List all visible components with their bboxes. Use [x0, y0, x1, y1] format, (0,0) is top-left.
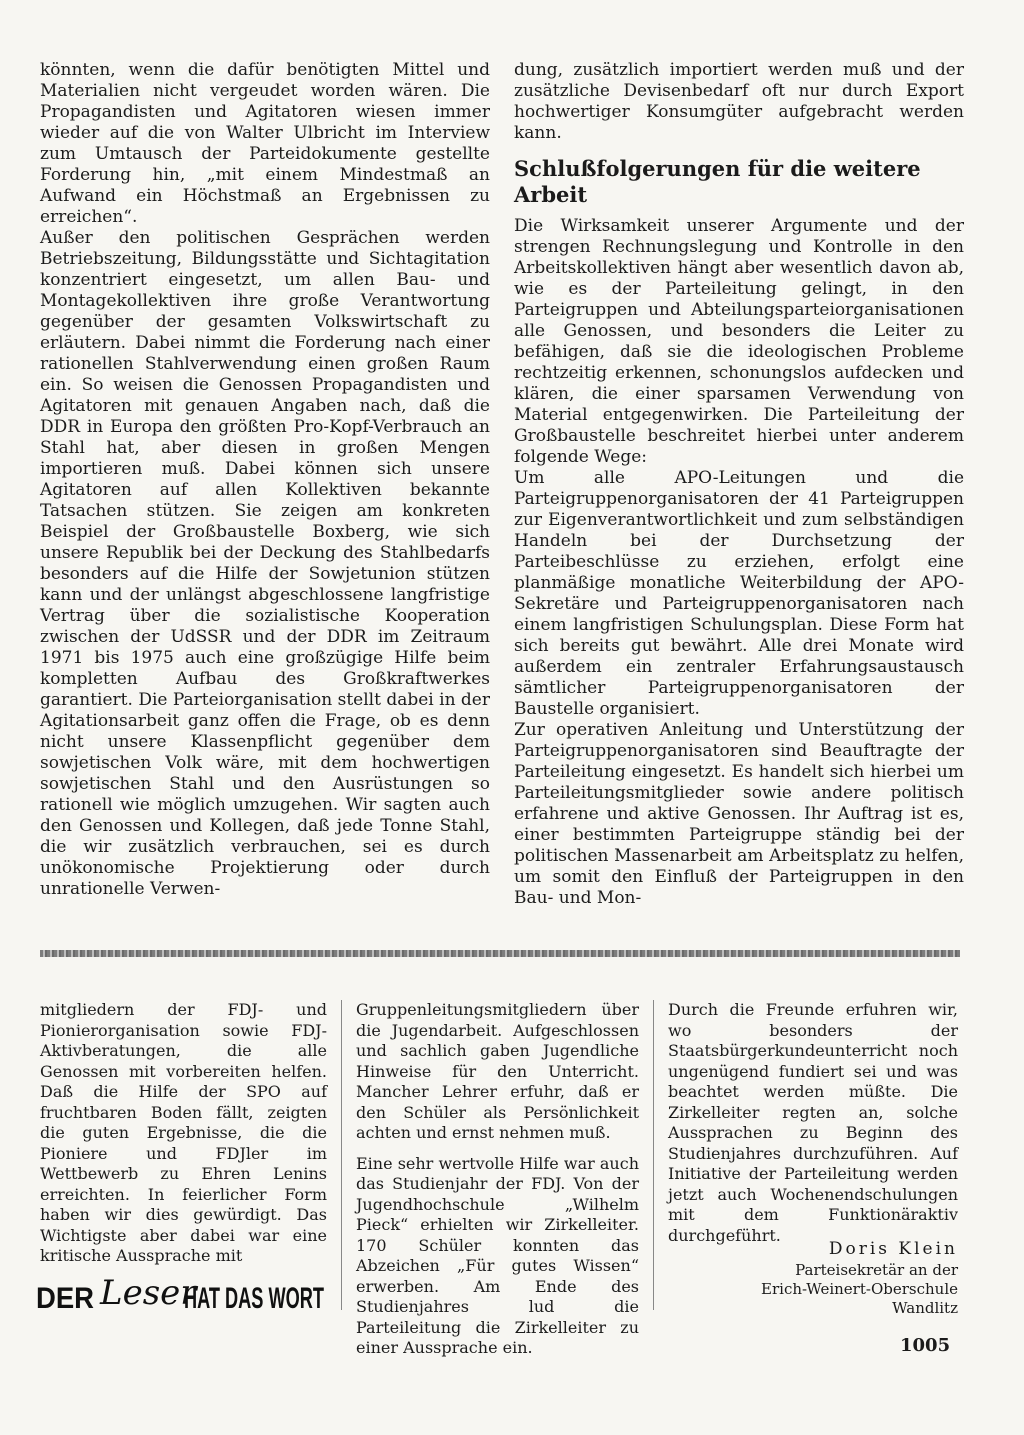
bottom-column-3 [668, 1000, 958, 1246]
masthead-leser: Leser [100, 1273, 197, 1313]
masthead-logo [36, 1270, 326, 1318]
top-left-column [40, 60, 490, 900]
masthead-hat-das-wort: HAT DAS WORT [184, 1282, 324, 1315]
paragraph: Um alle APO-Leitungen und die Parteigruppenorganisatoren der 41 Parteigruppen zur Eigenverantwortlichkeit und zum selbständigen Handeln bei der Durchsetzung der Parteibeschlüsse zu erziehen, erfolgt eine planmäßige monatliche Weiterbildung der APO-Sekretäre und Parteigruppenorganisatoren nach einem langfristigen Schulungsplan. Diese Form hat sich bereits gut bewährt. Alle drei Monate wird außerdem ein zentraler Erfahrungsaustausch sämtlicher Parteigruppenorganisatoren der Baustelle organisiert. [514, 468, 964, 719]
page-number: 1005 [900, 1335, 951, 1356]
paragraph: Die Wirksamkeit unserer Argumente und der strengen Rechnungslegung und Kontrolle in den Arbeitskollektiven hängt aber wesentlich davon ab, wie es der Parteileitung gelingt, in den Parteigruppen und Abteilungsparteiorganisationen alle Genossen, und besonders die Leiter zu befähigen, daß sie die ideologischen Probleme rechtzeitig erkennen, schonungslos aufdecken und klären, die einer sparsamen Verwendung von Material entgegenwirken. Die Parteileitung der Großbaustelle beschreitet hierbei unter anderem folgende Wege: [514, 216, 964, 467]
paragraph: Zur operativen Anleitung und Unterstützung der Parteigruppenorganisatoren sind Beauftragte der Parteileitung eingesetzt. Es handelt sich hierbei um Parteileitungsmitglieder sowie andere politisch erfahrene und aktive Genossen. Ihr Auftrag ist es, einer bestimmten Parteigruppe ständig bei der politischen Massenarbeit am Arbeitsplatz zu helfen, um somit den Einfluß der Parteigruppen in den Bau- und Mon- [514, 720, 964, 908]
author-signature [668, 1240, 958, 1318]
masthead-svg [36, 1270, 326, 1318]
author-name: Doris Klein [828, 1239, 958, 1259]
paragraph: mitgliedern der FDJ- und Pionierorganisation sowie FDJ-Aktivberatungen, die alle Genossen mit vorbereiten helfen. Daß die Hilfe der SPO auf fruchtbaren Boden fällt, zeigten die guten Ergebnisse, die die Pioniere und FDJler im Wettbewerb zu Ehren Lenins erreichten. In feierlicher Form haben wir dies gewürdigt. Das Wichtigste aber dabei war eine kritische Aussprache mit [40, 1000, 327, 1265]
bottom-column-2 [356, 1000, 639, 1359]
column-rule [653, 1000, 654, 1310]
top-right-column [514, 60, 964, 909]
section-heading: Schlußfolgerungen für die weitere Arbeit [514, 156, 921, 207]
paragraph: Eine sehr wertvolle Hilfe war auch das Studienjahr der FDJ. Von der Jugendhochschule „Wilhelm Pieck“ erhielten wir Zirkelleiter. 170 Schüler konnten das Abzeichen „Für gutes Wissen“ erwerben. Am Ende des Studienjahres lud die Parteileitung die Zirkelleiter zu einer Aussprache ein. [356, 1153, 639, 1357]
author-school: Erich-Weinert-Oberschule [761, 1280, 958, 1298]
author-role: Parteisekretär an der [795, 1261, 958, 1279]
paragraph: dung, zusätzlich importiert werden muß und der zusätzliche Devisenbedarf oft nur durch Export hochwertiger Konsumgüter aufgebracht werden kann. [514, 60, 964, 143]
paragraph: Durch die Freunde erfuhren wir, wo besonders der Staatsbürgerkundeunterricht noch ungenügend fundiert sei und was beachtet werden müßte. Die Zirkelleiter regten an, solche Aussprachen zu Beginn des Studienjahres durchzuführen. Auf Initiative der Parteileitung werden jetzt auch Wochenendschulungen mit dem Funktionäraktiv durchgeführt. [668, 1000, 958, 1245]
paragraph: Außer den politischen Gesprächen werden Betriebszeitung, Bildungsstätte und Sichtagitation konzentriert eingesetzt, um allen Bau- und Montagekollektiven ihre große Verantwortung gegenüber der gesamten Volkswirtschaft zu erläutern. Dabei nimmt die Forderung nach einer rationellen Stahlverwendung einen großen Raum ein. So weisen die Genossen Propagandisten und Agitatoren mit genauen Angaben nach, daß die DDR in Europa den größten Pro-Kopf-Verbrauch an Stahl hat, aber diesen in großen Mengen importieren muß. Dabei können sich unsere Agitatoren auf allen Kollektiven bekannte Tatsachen stützen. Sie zeigen am konkreten Beispiel der Großbaustelle Boxberg, wie sich unsere Republik bei der Deckung des Stahlbedarfs besonders auf die Hilfe der Sowjetunion stützen kann und der unlängst abgeschlossene langfristige Vertrag über die sozialistische Kooperation zwischen der UdSSR und der DDR im Zeitraum 1971 bis 1975 auch eine großzügige Hilfe beim kompletten Aufbau des Großkraftwerkes garantiert. Die Parteiorganisation stellt dabei in der Agitationsarbeit ganz offen die Frage, ob es denn nicht unsere Klassenpflicht gegenüber dem sowjetischen Volk wäre, mit dem hochwertigen sowjetischen Stahl und den Ausrüstungen so rationell wie möglich umzugehen. Wir sagten auch den Genossen und Kollegen, daß jede Tonne Stahl, die wir zusätzlich verbrauchen, sei es durch unökonomische Projektierung oder durch unrationelle Verwen- [40, 228, 490, 899]
author-place: Wandlitz [892, 1299, 958, 1317]
masthead-der: DER [36, 1282, 95, 1315]
bottom-column-1 [40, 1000, 327, 1267]
section-divider [40, 950, 960, 957]
paragraph: Gruppenleitungsmitgliedern über die Jugendarbeit. Aufgeschlossen und sachlich gaben Jugendliche Hinweise für den Unterricht. Mancher Lehrer erfuhr, daß er den Schüler als Persönlichkeit achten und ernst nehmen muß. [356, 1000, 639, 1142]
column-rule [341, 1000, 342, 1310]
paragraph: könnten, wenn die dafür benötigten Mittel und Materialien nicht vergeudet worden wären. Die Propagandisten und Agitatoren wiesen immer wieder auf die von Walter Ulbricht im Interview zum Umtausch der Parteidokumente gestellte Forderung hin, „mit einem Mindestmaß an Aufwand ein Höchstmaß an Ergebnissen zu erreichen“. [40, 60, 490, 227]
